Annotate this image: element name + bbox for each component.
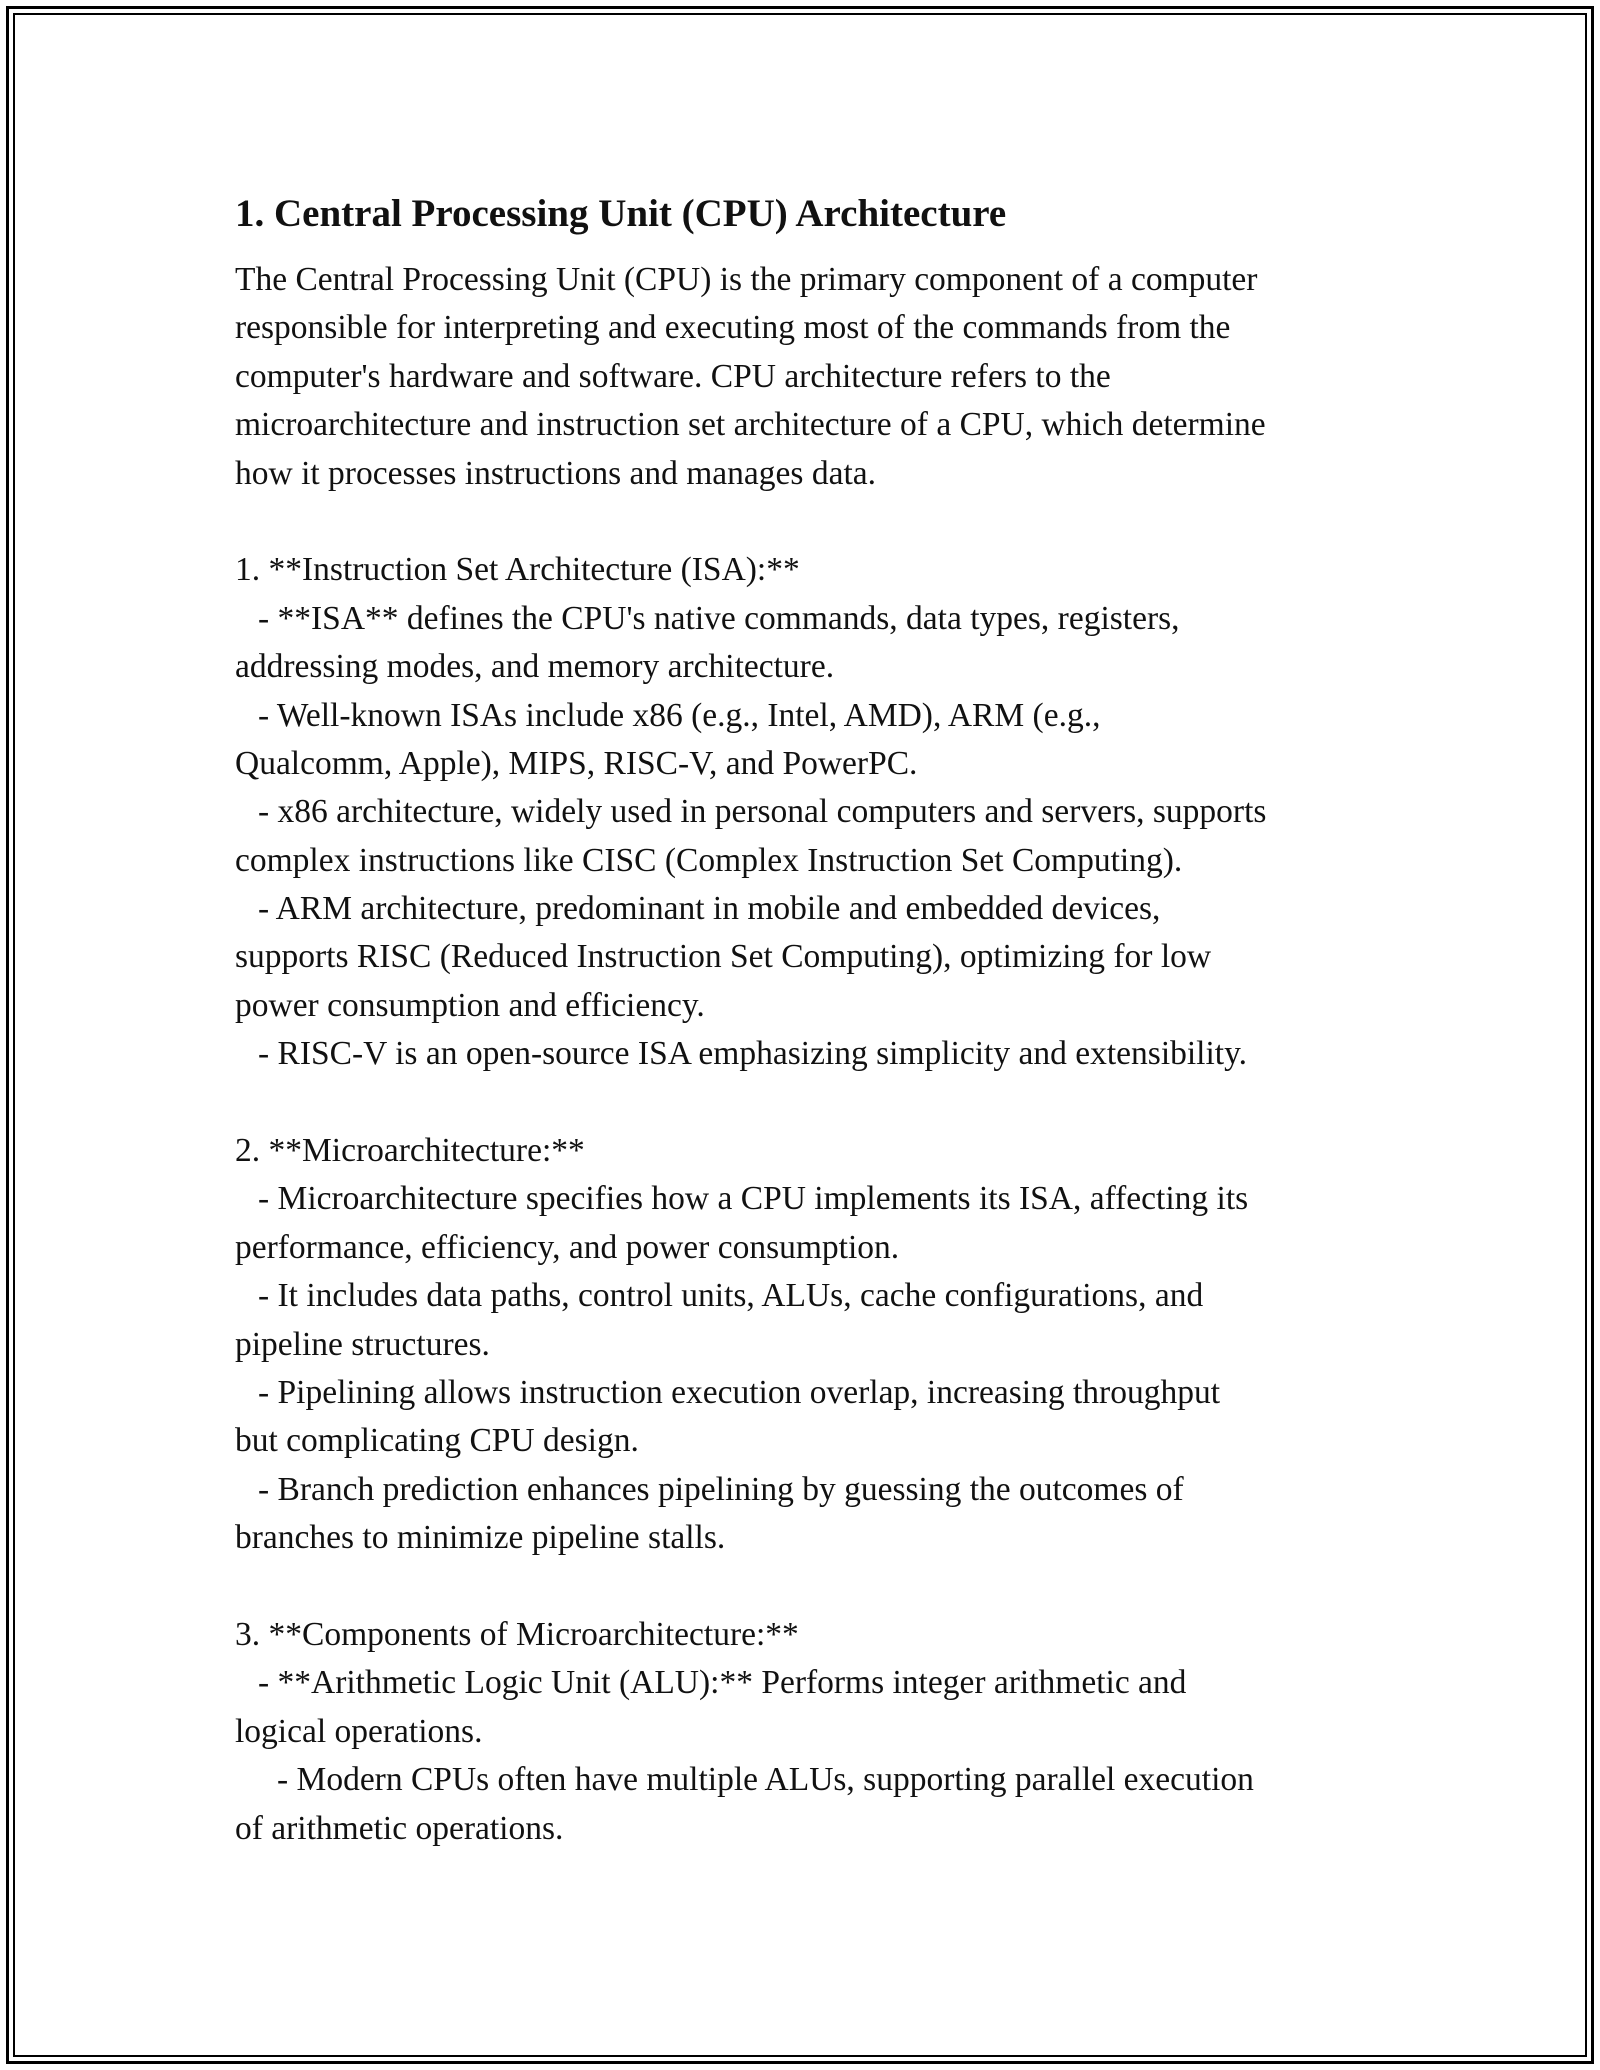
list-item: - RISC-V is an open-source ISA emphasizing simplicity and extensibility. (258, 1035, 1248, 1073)
list-item-continuation: but complicating CPU design. (235, 1422, 639, 1460)
list-item-continuation: performance, efficiency, and power consumption. (235, 1228, 900, 1266)
blank-line (235, 1563, 1385, 1611)
list-item: - ARM architecture, predominant in mobile and embedded devices, (258, 890, 1161, 928)
section-heading-components: 3. **Components of Microarchitecture:** (235, 1615, 799, 1653)
list-item-continuation: logical operations. (235, 1712, 483, 1750)
list-item: - Branch prediction enhances pipelining by guessing the outcomes of (258, 1470, 1184, 1508)
list-item: - Microarchitecture specifies how a CPU implements its ISA, affecting its (258, 1180, 1249, 1218)
list-item-continuation: branches to minimize pipeline stalls. (235, 1519, 726, 1557)
list-item: - **Arithmetic Logic Unit (ALU):** Performs integer arithmetic and (258, 1664, 1187, 1702)
intro-paragraph (235, 256, 1385, 1853)
intro-line: computer's hardware and software. CPU architecture refers to the (235, 357, 1111, 395)
list-item: - It includes data paths, control units, ALUs, cache configurations, and (258, 1277, 1204, 1315)
page-title: 1. Central Processing Unit (CPU) Architecture (235, 192, 1007, 235)
blank-line (235, 1079, 1385, 1127)
list-item-continuation: Qualcomm, Apple), MIPS, RISC-V, and PowerPC. (235, 744, 918, 782)
intro-line: responsible for interpreting and executing most of the commands from the (235, 309, 1231, 347)
list-item-continuation: pipeline structures. (235, 1325, 490, 1363)
section-heading-microarchitecture: 2. **Microarchitecture:** (235, 1132, 585, 1170)
list-item: - Well-known ISAs include x86 (e.g., Intel, AMD), ARM (e.g., (258, 696, 1101, 734)
list-item-continuation: complex instructions like CISC (Complex Instruction Set Computing). (235, 841, 1183, 879)
list-item: - x86 architecture, widely used in personal computers and servers, supports (258, 793, 1267, 831)
list-item-continuation: addressing modes, and memory architecture. (235, 648, 835, 686)
intro-line: how it processes instructions and manages data. (235, 454, 876, 492)
list-item-continuation: supports RISC (Reduced Instruction Set Computing), optimizing for low (235, 938, 1212, 976)
section-heading-isa: 1. **Instruction Set Architecture (ISA):** (235, 551, 800, 589)
list-item-continuation: of arithmetic operations. (235, 1809, 564, 1847)
nested-list-item: - Modern CPUs often have multiple ALUs, supporting parallel execution (277, 1761, 1254, 1799)
document-body (235, 188, 1385, 1853)
blank-line (235, 498, 1385, 546)
intro-line: microarchitecture and instruction set architecture of a CPU, which determine (235, 406, 1266, 444)
list-item-continuation: power consumption and efficiency. (235, 986, 705, 1024)
list-item: - Pipelining allows instruction execution overlap, increasing throughput (258, 1373, 1220, 1411)
list-item: - **ISA** defines the CPU's native commands, data types, registers, (258, 599, 1180, 637)
intro-line: The Central Processing Unit (CPU) is the primary component of a computer (235, 261, 1258, 298)
